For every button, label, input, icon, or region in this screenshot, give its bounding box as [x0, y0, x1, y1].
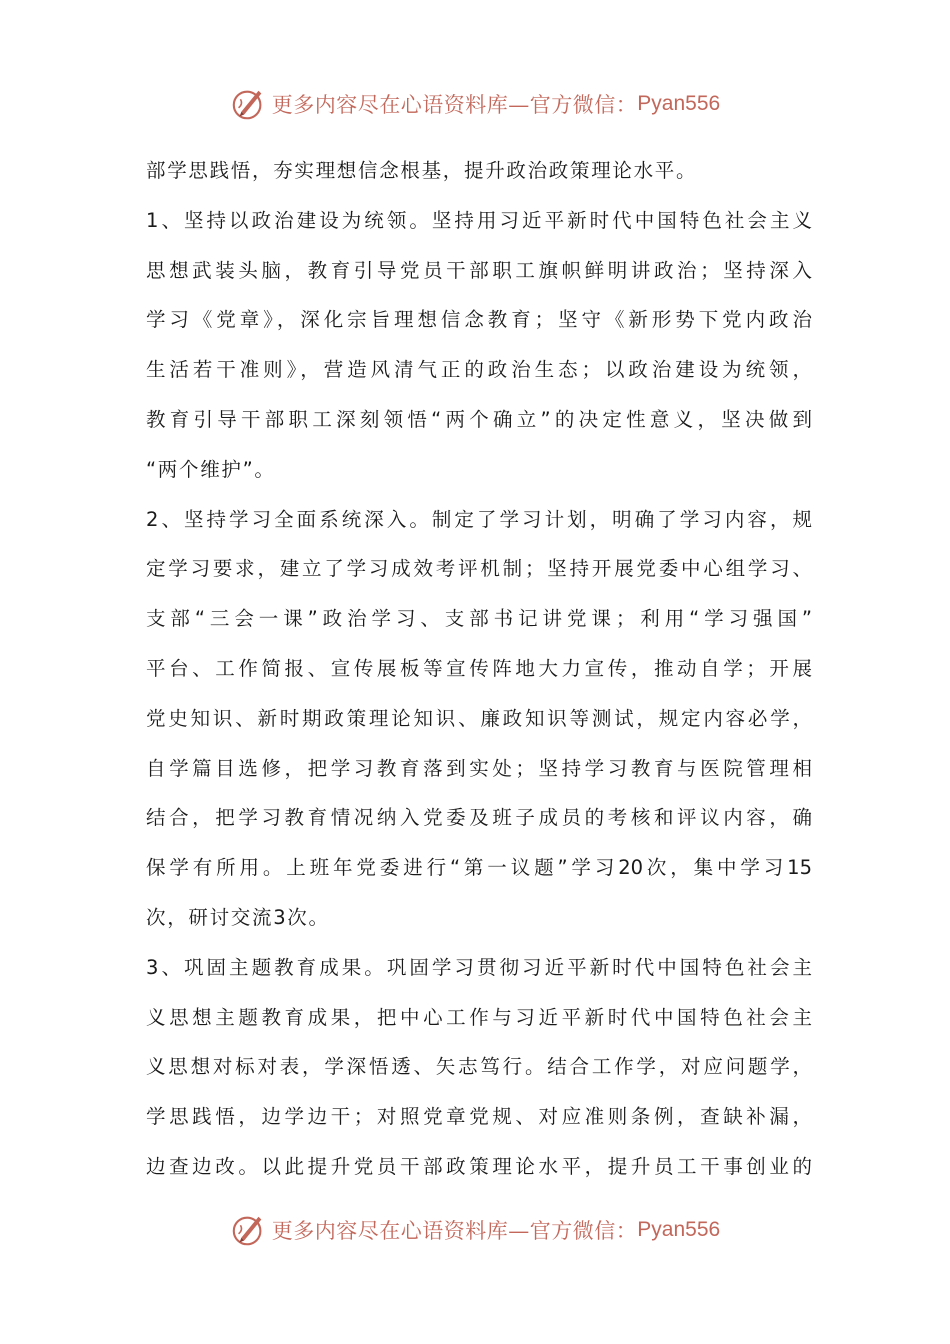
text-line: 教育引导干部职工深刻领悟“两个确立”的决定性意义，坚决做到 [146, 407, 812, 431]
text-line: 学思践悟，边学边干；对照党章党规、对应准则条例，查缺补漏， [146, 1105, 812, 1129]
watermark-text: 更多内容尽在心语资料库—官方微信： [271, 1219, 638, 1243]
watermark-text: 更多内容尽在心语资料库—官方微信： [271, 93, 638, 117]
text-line: 次，研讨交流3次。 [146, 905, 330, 929]
text-line: 生活若干准则》，营造风清气正的政治生态；以政治建设为统领， [146, 358, 812, 382]
wechat-id: Pyan556 [637, 1218, 721, 1241]
body-text [146, 146, 812, 1192]
text-line: 学习《党章》，深化宗旨理想信念教育；坚守《新形势下党内政治 [146, 308, 812, 332]
text-line: 部学思践悟，夯实理想信念根基，提升政治政策理论水平。 [146, 159, 698, 182]
text-line: 支部“三会一课”政治学习、支部书记讲党课；利用“学习强国” [146, 607, 812, 631]
text-line: 自学篇目选修，把学习教育落到实处；坚持学习教育与医院管理相 [146, 756, 812, 780]
text-line: 定学习要求，建立了学习成效考评机制；坚持开展党委中心组学习、 [146, 557, 812, 581]
header-watermark [0, 84, 950, 124]
text-line: “两个维护”。 [146, 457, 276, 481]
wechat-id: Pyan556 [637, 92, 721, 115]
pen-logo-icon [230, 85, 268, 123]
text-line: 结合，把学习教育情况纳入党委及班子成员的考核和评议内容，确 [146, 806, 812, 830]
text-line: 3、巩固主题教育成果。巩固学习贯彻习近平新时代中国特色社会主 [146, 955, 812, 979]
text-line: 2、坚持学习全面系统深入。制定了学习计划，明确了学习内容，规 [146, 507, 812, 531]
text-line: 边查边改。以此提升党员干部政策理论水平，提升员工干事创业的 [146, 1154, 812, 1178]
footer-watermark [0, 1210, 950, 1250]
text-line: 思想武装头脑，教育引导党员干部职工旗帜鲜明讲政治；坚持深入 [146, 258, 812, 282]
text-line: 党史知识、新时期政策理论知识、廉政知识等测试，规定内容必学， [146, 706, 812, 730]
text-line: 1、坚持以政治建设为统领。坚持用习近平新时代中国特色社会主义 [146, 208, 812, 232]
pen-logo-icon [230, 1211, 268, 1249]
text-line: 平台、工作简报、宣传展板等宣传阵地大力宣传，推动自学；开展 [146, 656, 812, 680]
text-line: 保学有所用。上班年党委进行“第一议题”学习20次，集中学习15 [146, 856, 812, 880]
text-line: 义思想对标对表，学深悟透、矢志笃行。结合工作学，对应问题学， [146, 1055, 812, 1079]
text-line: 义思想主题教育成果，把中心工作与习近平新时代中国特色社会主 [146, 1005, 812, 1029]
